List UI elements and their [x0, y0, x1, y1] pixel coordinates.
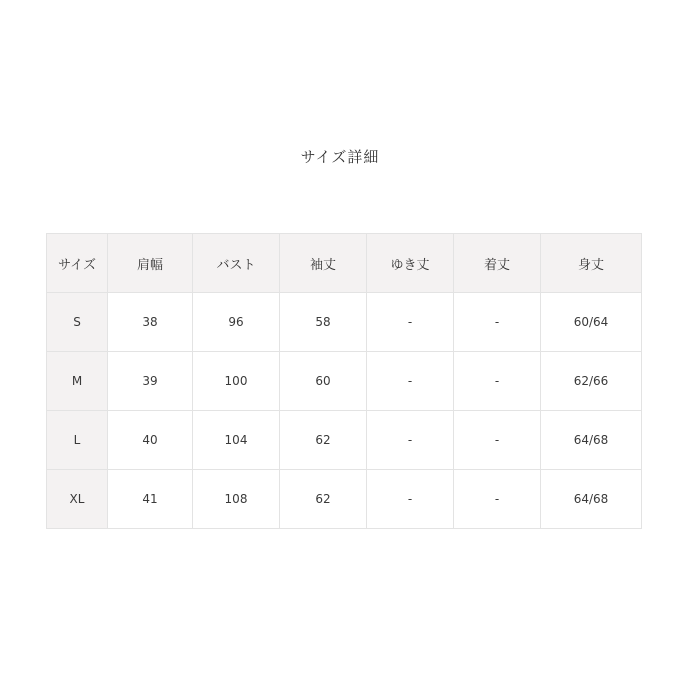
size-table-body — [47, 293, 642, 529]
cell-bust: 96 — [193, 293, 280, 352]
cell-kitake: - — [454, 352, 541, 411]
cell-bust: 100 — [193, 352, 280, 411]
cell-shoulder: 39 — [108, 352, 193, 411]
column-header-size: サイズ — [47, 234, 108, 293]
size-table-container — [46, 233, 634, 529]
cell-size: L — [47, 411, 108, 470]
column-header-shoulder: 肩幅 — [108, 234, 193, 293]
cell-bust: 108 — [193, 470, 280, 529]
cell-yuki: - — [367, 411, 454, 470]
cell-mitake: 64/68 — [541, 470, 642, 529]
column-header-yuki: ゆき丈 — [367, 234, 454, 293]
cell-size: XL — [47, 470, 108, 529]
table-row — [47, 352, 642, 411]
cell-kitake: - — [454, 411, 541, 470]
cell-sleeve: 62 — [280, 470, 367, 529]
cell-mitake: 62/66 — [541, 352, 642, 411]
cell-yuki: - — [367, 293, 454, 352]
cell-size: S — [47, 293, 108, 352]
cell-yuki: - — [367, 470, 454, 529]
column-header-mitake: 身丈 — [541, 234, 642, 293]
table-row — [47, 293, 642, 352]
size-table-head — [47, 234, 642, 293]
cell-kitake: - — [454, 470, 541, 529]
cell-shoulder: 38 — [108, 293, 193, 352]
cell-mitake: 60/64 — [541, 293, 642, 352]
cell-yuki: - — [367, 352, 454, 411]
cell-shoulder: 40 — [108, 411, 193, 470]
cell-kitake: - — [454, 293, 541, 352]
cell-mitake: 64/68 — [541, 411, 642, 470]
table-header-row — [47, 234, 642, 293]
cell-sleeve: 62 — [280, 411, 367, 470]
table-row — [47, 470, 642, 529]
column-header-bust: バスト — [193, 234, 280, 293]
cell-bust: 104 — [193, 411, 280, 470]
cell-sleeve: 58 — [280, 293, 367, 352]
cell-sleeve: 60 — [280, 352, 367, 411]
table-row — [47, 411, 642, 470]
column-header-sleeve: 袖丈 — [280, 234, 367, 293]
cell-shoulder: 41 — [108, 470, 193, 529]
column-header-kitake: 着丈 — [454, 234, 541, 293]
page-title: サイズ詳細 — [300, 148, 380, 166]
size-table — [46, 233, 642, 529]
cell-size: M — [47, 352, 108, 411]
